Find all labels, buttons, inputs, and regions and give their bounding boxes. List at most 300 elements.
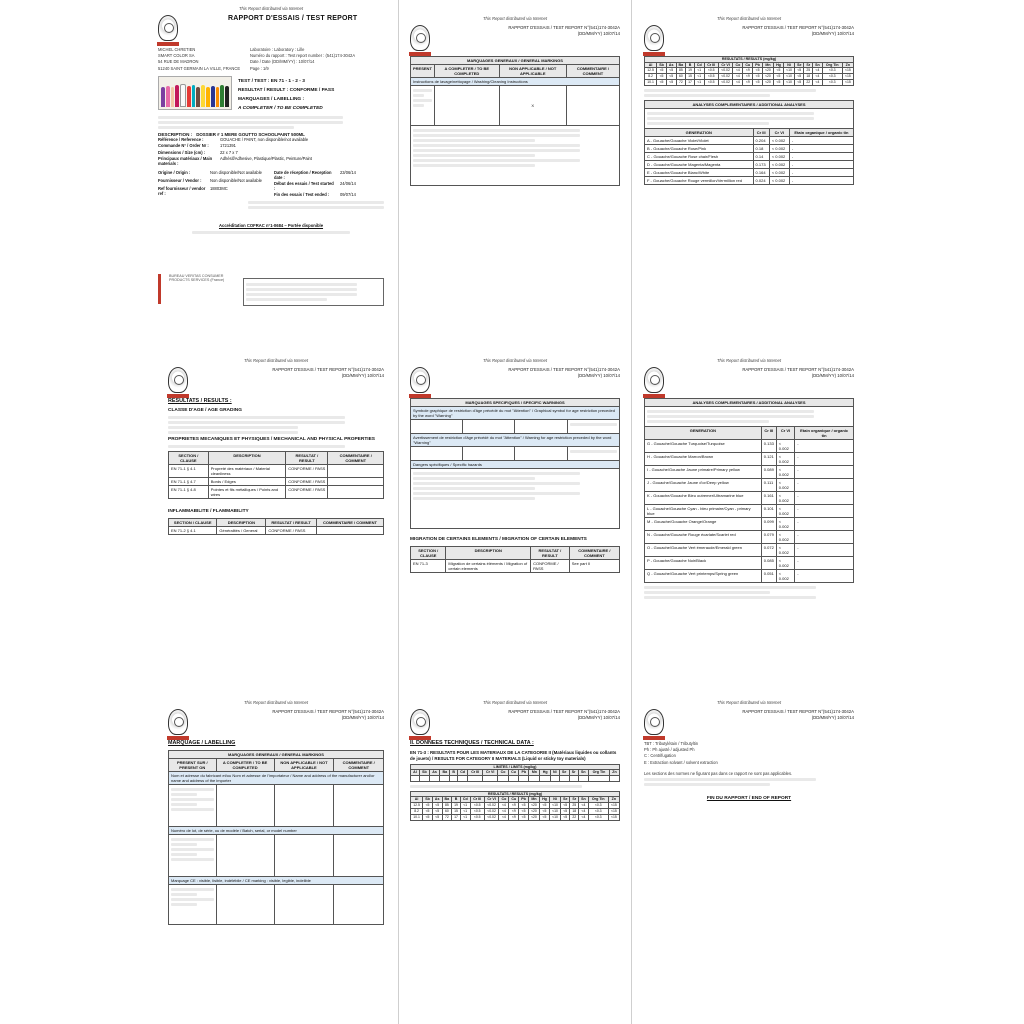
table-row: [645, 466, 854, 479]
page-5: This Report distributed via Internet RAPPORT D'ESSAIS / TEST REPORT N°(541)174-3042A (DD/MM/YY) 10/07/14 MARQUAGES SPECIFIQUES / SPECIFIC WARNINGS Symbole graphique de restriction d'âge précédé du mot "Attention" / Graphical symbol for age restriction preceded by the word "Warning" Avertissement de restriction d'âge précédé du mot "Attention" / Warning for age restriction preceded by the word "Warning" Dangers spécifiques / Specific hazards MIGRATION DE CERTAINS ELEMENTS / MIGRATION OF CERTAIN ELEMENTS SECTION / CLAUSE DESCRIPTION RESULTAT / RESULT COMMENTAIRE / COMMENT EN 71-3 Migration de certains éléments / Migration of certain elements CONFORME / PASS See part II: [402, 352, 628, 684]
result-cell: <10: [783, 80, 794, 86]
element-header: Hg: [774, 62, 784, 67]
result-cell: 22: [570, 814, 579, 820]
analysis-cell: < 0.002: [776, 544, 794, 557]
note-paragraph: Les sections des normes ne figurant pas dans ce rapport ne sont pas applicables.: [644, 770, 793, 776]
flammability-table: SECTION / CLAUSE DESCRIPTION RESULTAT / RESULT COMMENTAIRE / COMMENT EN 71-2 § 4.1 Généralités / General CONFORME / PASS: [168, 518, 384, 535]
result-cell: <4: [813, 68, 823, 74]
result-cell: <20: [762, 68, 773, 74]
result-cell: 8.2: [411, 808, 423, 814]
clause-cell: [328, 477, 384, 485]
result-cell: <0.3: [822, 68, 842, 74]
labelling-heading: MARQUAGE / LABELLING: [168, 740, 236, 747]
clause-cell: CONFORME / PASS: [286, 477, 328, 485]
result-cell: <5: [561, 802, 570, 808]
limit-cell: [609, 775, 619, 781]
element-header: Sr: [804, 62, 813, 67]
clause-cell: EN 71-1 § 4.1: [169, 464, 209, 477]
analysis-cell: -: [795, 518, 854, 531]
limit-cell: [508, 775, 518, 781]
analysis-cell: < 0.002: [769, 145, 789, 153]
result-cell: <20: [528, 808, 539, 814]
element-header: Hg: [540, 770, 550, 775]
page-3: This Report distributed via Internet RAPPORT D'ESSAIS / TEST REPORT N°(541)174-3042A (DD/MM/YY) 10/07/14 RESULTATS / RESULTS (mg/kg) Al Sb As Ba B Cd Cr III Cr VI Co Cu Pb Mn Hg Ni Se Sr Sn Org Tin Zn 12.5 <5 <5 85 19 <1 <0.5 <0.02 <4 <9 <5 <20 <5 <10 <5 25 <4 <0.3 <15 8.2 <5 <5 60 15 <1 <0.5 <0.02 <4 <9 <5 <20 <5 <10 <5 18 <4 <0.3 <15 10.1 <5 <5 72 17 <1 <0.5 <0.02 <4 <9 <5 <20 <5 <10 <5 22 <4 <0.3 <15 ANALYSES COMPLEMENTAIRES / ADDITIONAL ANALYSES GENERATION Cr III Cr VI Etain organique / organic tin A - Gouache/Gouache Violet/Violet 0.204 < 0.002 - B - Gouache/Gouache Rose/Pink 0.18 < 0.002 - C - Gouache/Gouache Rose chair/Flesh 0.14 < 0.002 - D - Gouache/Gouache Magenta/Magenta 0.173 < 0.002 - E - Gouache/Gouache Blanc/White 0.164 < 0.002 - F - Gouache/Gouache Rouge vermillon/Vermillion red 0.024 < 0.002 -: [636, 10, 862, 342]
analysis-cell: < 0.002: [776, 492, 794, 505]
result-cell: 12.5: [411, 802, 423, 808]
analysis-cell: < 0.002: [776, 453, 794, 466]
table-row: [645, 453, 854, 466]
analysis-cell: < 0.002: [769, 177, 789, 185]
result-cell: 25: [804, 68, 813, 74]
limit-cell: [569, 775, 578, 781]
result-cell: <4: [733, 68, 743, 74]
result-cell: <5: [753, 74, 763, 80]
element-header: Cr III: [468, 770, 483, 775]
analysis-cell: E - Gouache/Gouache Blanc/White: [645, 169, 754, 177]
accreditation: Accréditation COFRAC n°1-0684 – Portée disponible: [218, 223, 324, 229]
element-header: Cr VI: [718, 62, 733, 67]
table-row: [645, 153, 854, 161]
limit-cell: [430, 775, 440, 781]
origin-fields: Origine / Origin : Non disponible/Not available Fournisseur / Vendor : Non disponible/Not available Ref fournisseur / vendor ref : 18803MC: [158, 169, 262, 196]
analysis-cell: -: [789, 177, 853, 185]
page-6: This Report distributed via Internet RAPPORT D'ESSAIS / TEST REPORT N°(541)174-3042A (DD/MM/YY) 10/07/14 ANALYSES COMPLEMENTAIRES / ADDITIONAL ANALYSES GENERATION Cr III Cr VI Etain organique / organic tin G - Gouache/Gouache Turquoise/Turquoise 0.133 < 0.002 - H - Gouache/Gouache Marron/Brown 0.121 < 0.002 - I - Gouache/Gouache Jaune primaire/Primary yellow 0.089 < 0.002 - J - Gouache/Gouache Jaune d'or/Deep yellow 0.111 < 0.002 - K - Gouache/Gouache Bleu outremer/Ultramarine blue 0.161 < 0.002 - L - Gouache/Gouache Cyan - bleu primaire/Cyan - primary blue 0.101 < 0.002 - M - Gouache/Gouache Orange/Orange 0.099 < 0.002 - N - Gouache/Gouache Rouge écarlate/Scarlet red 0.079 < 0.002 - O - Gouache/Gouache Vert émeraude/Emerald green 0.072 < 0.002 - P - Gouache/Gouache Noir/Black 0.085 < 0.002 - Q - Gouache/Gouache Vert printemps/Spring green 0.051 < 0.002 -: [636, 352, 862, 684]
limit-cell: [457, 775, 467, 781]
element-header: Sb: [423, 797, 433, 802]
analysis-cell: 0.099: [761, 518, 776, 531]
analysis-cell: M - Gouache/Gouache Orange/Orange: [645, 518, 762, 531]
result-cell: <5: [774, 80, 784, 86]
lab-info: Laboratoire : Laboratory : Lille Numéro du rapport : Test report number : (541)174-3042A Date / Date (DD/MM/YY) : 10/07/14 Page : 1/9: [250, 47, 356, 71]
results-table: RESULTATS / RESULTS (mg/kg) Al Sb As Ba B Cd Cr III Cr VI Co Cu Pb Mn Hg Ni Se Sr Sn Org Tin Zn 12.5 <5 <5 85 19 <1 <0.5 <0.02 <4 <9 <5 <20 <5 <10 <5 25 <4 <0.3 <15 8.2 <5 <5 60 15 <1 <0.5 <0.02 <4 <9 <5 <20 <5 <10 <5 18 <4 <0.3 <15 10.1 <5 <5 72 17 <1 <0.5 <0.02 <4 <9 <5 <20 <5 <10 <5 22 <4 <0.3 <15: [644, 56, 854, 86]
result-cell: <0.5: [704, 80, 718, 86]
page-divider: [398, 0, 399, 1024]
analysis-cell: -: [795, 557, 854, 570]
table-row: [169, 464, 384, 477]
analysis-cell: -: [795, 440, 854, 453]
element-header: B: [450, 770, 458, 775]
additional-analyses-table: ANALYSES COMPLEMENTAIRES / ADDITIONAL ANALYSES GENERATION Cr III Cr VI Etain organique / organic tin A - Gouache/Gouache Violet/Violet 0.204 < 0.002 - B - Gouache/Gouache Rose/Pink 0.18 < 0.002 - C - Gouache/Gouache Rose chair/Flesh 0.14 < 0.002 - D - Gouache/Gouache Magenta/Magenta 0.173 < 0.002 - E - Gouache/Gouache Blanc/White 0.164 < 0.002 - F - Gouache/Gouache Rouge vermillon/Vermillion red 0.024 < 0.002 -: [644, 100, 854, 185]
table-row: [645, 479, 854, 492]
result-cell: <9: [509, 814, 519, 820]
description-value: DOSSIER # 1 MERE GOUTTO SCHOOLPAINT 500ML: [196, 131, 305, 137]
analysis-cell: < 0.002: [776, 505, 794, 518]
element-header: Al: [411, 770, 420, 775]
result-cell: <0.02: [484, 802, 499, 808]
result-cell: <9: [743, 74, 753, 80]
limit-cell: [519, 775, 529, 781]
element-header: Se: [561, 797, 570, 802]
limit-cell: [411, 775, 420, 781]
analysis-cell: 0.18: [753, 145, 769, 153]
element-header: Pb: [519, 797, 529, 802]
result-cell: <20: [762, 74, 773, 80]
description-label: DESCRIPTION :: [158, 131, 193, 137]
element-header: Cr VI: [483, 770, 498, 775]
limit-cell: [483, 775, 498, 781]
table-row: [645, 492, 854, 505]
analysis-cell: 0.051: [761, 570, 776, 583]
result-cell: <15: [608, 808, 619, 814]
result-cell: 19: [686, 68, 695, 74]
analysis-cell: 0.024: [753, 177, 769, 185]
result-cell: <10: [549, 814, 560, 820]
analysis-cell: -: [795, 570, 854, 583]
migration-heading: MIGRATION DE CERTAINS ELEMENTS / MIGRATION OF CERTAIN ELEMENTS: [410, 537, 587, 543]
result-cell: <15: [842, 80, 853, 86]
analysis-cell: 0.121: [761, 453, 776, 466]
clause-cell: CONFORME / PASS: [286, 464, 328, 477]
migration-table: SECTION / CLAUSE DESCRIPTION RESULTAT / RESULT COMMENTAIRE / COMMENT EN 71-3 Migration de certains éléments / Migration of certain elements CONFORME / PASS See part II: [410, 546, 620, 573]
limit-cell: [529, 775, 540, 781]
result-cell: <4: [579, 808, 589, 814]
result-cell: <1: [460, 802, 470, 808]
result-cell: <5: [795, 74, 804, 80]
table-row: [645, 505, 854, 518]
element-header: As: [432, 797, 442, 802]
element-header: Se: [795, 62, 804, 67]
result-cell: <1: [460, 814, 470, 820]
element-header: Org Tin: [588, 770, 609, 775]
result-cell: <0.5: [704, 74, 718, 80]
element-header: Cd: [460, 797, 470, 802]
table-row: [645, 169, 854, 177]
result-cell: <4: [579, 802, 589, 808]
result-cell: <0.5: [470, 802, 484, 808]
limit-cell: [450, 775, 458, 781]
result-cell: <4: [813, 74, 823, 80]
analysis-cell: 0.161: [761, 492, 776, 505]
result-cell: <5: [561, 814, 570, 820]
result-cell: <4: [499, 802, 509, 808]
element-header: Sr: [570, 797, 579, 802]
element-header: Cu: [743, 62, 753, 67]
result-cell: <4: [733, 80, 743, 86]
analysis-cell: -: [789, 137, 853, 145]
result-cell: <1: [460, 808, 470, 814]
element-header: Ba: [676, 62, 686, 67]
result-cell: 60: [442, 808, 452, 814]
result-cell: <9: [743, 80, 753, 86]
result-cell: <5: [432, 814, 442, 820]
technical-data-heading: II. DONNEES TECHNIQUES / TECHNICAL DATA :: [410, 740, 534, 747]
limit-cell: [588, 775, 609, 781]
result-cell: 85: [442, 802, 452, 808]
element-header: Sn: [579, 797, 589, 802]
analysis-cell: 0.089: [761, 466, 776, 479]
flammability-heading: INFLAMMABILITE / FLAMMABILITY: [168, 508, 249, 514]
analysis-cell: < 0.002: [776, 557, 794, 570]
table-row: [645, 557, 854, 570]
element-header: Sn: [578, 770, 588, 775]
analysis-cell: < 0.002: [776, 466, 794, 479]
result-cell: <5: [519, 814, 529, 820]
analysis-cell: L - Gouache/Gouache Cyan - bleu primaire/Cyan - primary blue: [645, 505, 762, 518]
result-cell: <0.3: [588, 814, 608, 820]
table-row: [645, 161, 854, 169]
table-row: [169, 485, 384, 498]
analysis-cell: 0.072: [761, 544, 776, 557]
table-row: [169, 477, 384, 485]
element-header: Cd: [694, 62, 704, 67]
element-header: Al: [645, 62, 657, 67]
table-row: [645, 177, 854, 185]
result-cell: 17: [452, 814, 461, 820]
analysis-cell: D - Gouache/Gouache Magenta/Magenta: [645, 161, 754, 169]
bureau-veritas-logo: [168, 367, 188, 393]
page-7: This Report distributed via Internet RAPPORT D'ESSAIS / TEST REPORT N°(541)174-3042A (DD/MM/YY) 10/07/14 MARQUAGE / LABELLING MARQUAGES GENERAUX / GENERAL MARKINGS PRESENT SUR / PRESENT ON A COMPLETER / TO BE COMPLETED NON APPLICABLE / NOT APPLICABLE COMMENTAIRE / COMMENT Nom et adresse du fabricant et/ou Nom et adresse de l'importateur / Name and address of the manufacturer and/or name and address of the importer Numéro de lot, de série, ou de modèle / Batch, serial, or model number Marquage CE : visible, lisible, indélébile / CE marking : visible, legible, indelible: [160, 694, 392, 1024]
element-header: B: [686, 62, 695, 67]
end-of-report: FIN DU RAPPORT / END OF REPORT: [706, 795, 792, 801]
analysis-cell: 0.111: [761, 479, 776, 492]
bureau-veritas-logo: [644, 25, 664, 51]
result-cell: <0.3: [588, 802, 608, 808]
result-cell: <20: [762, 80, 773, 86]
analysis-cell: -: [795, 531, 854, 544]
analysis-cell: G - Gouache/Gouache Turquoise/Turquoise: [645, 440, 762, 453]
result-cell: <5: [540, 808, 550, 814]
result-cell: <1: [694, 68, 704, 74]
element-header: Mn: [762, 62, 773, 67]
red-marker: [158, 274, 161, 304]
element-header: Sb: [657, 62, 667, 67]
result-cell: <0.02: [718, 68, 733, 74]
limit-cell: [440, 775, 450, 781]
element-header: Cu: [509, 797, 519, 802]
bureau-veritas-logo: [410, 367, 430, 393]
analysis-cell: O - Gouache/Gouache Vert émeraude/Emerald green: [645, 544, 762, 557]
marking-line: MARQUAGES / LABELLING :: [238, 96, 305, 102]
result-cell: <5: [774, 68, 784, 74]
footer-company: BUREAU VERITAS CONSUMER PRODUCTS SERVICES (France): [169, 273, 225, 283]
result-cell: <0.3: [588, 808, 608, 814]
element-header: Co: [733, 62, 743, 67]
analysis-cell: I - Gouache/Gouache Jaune primaire/Primary yellow: [645, 466, 762, 479]
element-header: Pb: [519, 770, 529, 775]
analysis-cell: N - Gouache/Gouache Rouge écarlate/Scarlet red: [645, 531, 762, 544]
element-header: Sb: [419, 770, 429, 775]
table-row: [645, 137, 854, 145]
result-cell: <5: [657, 68, 667, 74]
element-header: Cr III: [470, 797, 484, 802]
element-header: Sr: [569, 770, 578, 775]
result-cell: <5: [666, 80, 676, 86]
result-cell: <5: [753, 80, 763, 86]
analysis-cell: < 0.002: [776, 531, 794, 544]
result-cell: <4: [499, 808, 509, 814]
result-cell: <5: [519, 808, 529, 814]
element-header: Cr III: [704, 62, 718, 67]
table-row: [645, 570, 854, 583]
analysis-cell: -: [795, 505, 854, 518]
result-cell: <15: [842, 68, 853, 74]
limit-cell: [578, 775, 588, 781]
result-cell: <5: [666, 74, 676, 80]
result-cell: <20: [528, 802, 539, 808]
result-cell: <0.5: [470, 808, 484, 814]
table-row: [645, 440, 854, 453]
element-header: Ni: [550, 770, 559, 775]
category-heading: EN 71-3 : RESULTATS POUR LES MATERIAUX DE LA CATEGORIE II (Matériaux liquides ou collants de jouets) / RESULTS FOR CATEGORY II MATERIALS (Liquid or sticky toy materials): [410, 750, 617, 761]
result-cell: 17: [686, 80, 695, 86]
result-cell: 18: [804, 74, 813, 80]
page-9: This Report distributed via Internet RAPPORT D'ESSAIS / TEST REPORT N°(541)174-3042A (DD/MM/YY) 10/07/14 TBT : Tributylétain / Tributyltin Ph : Ph ajusté / adjusted Ph C : Centrifugation E : Extraction solvant / solvent extraction Les sections des normes ne figurant pas dans ce rapport ne sont pas applicables. FIN DU RAPPORT / END OF REPORT: [636, 694, 862, 1024]
analysis-cell: P - Gouache/Gouache Noir/Black: [645, 557, 762, 570]
result-cell: <10: [783, 68, 794, 74]
analysis-cell: A - Gouache/Gouache Violet/Violet: [645, 137, 754, 145]
result-cell: <4: [499, 814, 509, 820]
result-cell: <5: [657, 74, 667, 80]
analysis-cell: 0.173: [753, 161, 769, 169]
result-cell: 22: [804, 80, 813, 86]
analysis-cell: < 0.002: [776, 440, 794, 453]
analysis-cell: < 0.002: [769, 137, 789, 145]
element-header: B: [452, 797, 461, 802]
analysis-cell: 0.164: [753, 169, 769, 177]
table-row: [645, 80, 854, 86]
table-row: [645, 544, 854, 557]
analysis-cell: H - Gouache/Gouache Marron/Brown: [645, 453, 762, 466]
analysis-cell: < 0.002: [769, 161, 789, 169]
element-header: Hg: [540, 797, 550, 802]
limits-table: LIMITES / LIMITS (mg/kg) Al Sb As Ba B Cd Cr III Cr VI Co Cu Pb Mn Hg Ni Se Sr Sn Org Tin Zn: [410, 764, 620, 782]
limit-cell: [540, 775, 550, 781]
result-cell: <5: [423, 802, 433, 808]
result-cell: <0.3: [822, 74, 842, 80]
analysis-cell: 0.085: [761, 557, 776, 570]
bureau-veritas-logo: [168, 709, 188, 735]
result-cell: <0.02: [718, 74, 733, 80]
table-row: [411, 814, 620, 820]
analysis-cell: < 0.002: [769, 153, 789, 161]
limit-cell: [419, 775, 429, 781]
result-line: RESULTAT / RESULT : CONFORME / PASS: [238, 87, 335, 93]
result-cell: <5: [561, 808, 570, 814]
result-cell: <5: [423, 808, 433, 814]
element-header: Pb: [753, 62, 763, 67]
element-header: Co: [498, 770, 508, 775]
analysis-cell: J - Gouache/Gouache Jaune d'or/Deep yellow: [645, 479, 762, 492]
result-cell: <1: [694, 74, 704, 80]
result-cell: <5: [540, 814, 550, 820]
element-header: Org Tin: [822, 62, 842, 67]
element-header: Ba: [440, 770, 450, 775]
page-title: RAPPORT D'ESSAIS / TEST REPORT: [228, 15, 358, 23]
analysis-cell: -: [789, 161, 853, 169]
result-cell: 60: [676, 74, 686, 80]
analysis-cell: -: [789, 153, 853, 161]
bureau-veritas-logo: [644, 709, 664, 735]
results-heading: RESULTATS / RESULTS :: [168, 398, 232, 405]
clause-cell: EN 71-1 § 4.7: [169, 477, 209, 485]
element-header: Ba: [442, 797, 452, 802]
element-header: As: [666, 62, 676, 67]
limit-cell: [559, 775, 569, 781]
result-cell: <0.02: [484, 814, 499, 820]
notes: TBT : Tributylétain / Tributyltin Ph : Ph ajusté / adjusted Ph C : Centrifugation E : Extraction solvant / solvent extraction: [644, 741, 718, 765]
result-cell: 10.1: [411, 814, 423, 820]
result-cell: 15: [452, 808, 461, 814]
result-cell: <0.02: [718, 80, 733, 86]
result-cell: 25: [570, 802, 579, 808]
analysis-cell: -: [795, 453, 854, 466]
result-cell: <4: [813, 80, 823, 86]
result-cell: <10: [783, 74, 794, 80]
limit-cell: [468, 775, 483, 781]
result-cell: 85: [676, 68, 686, 74]
labelling-table: MARQUAGES GENERAUX / GENERAL MARKINGS PRESENT SUR / PRESENT ON A COMPLETER / TO BE COMPLETED NON APPLICABLE / NOT APPLICABLE COMMENTAIRE / COMMENT Nom et adresse du fabricant et/ou Nom et adresse de l'importateur / Name and address of the manufacturer and/or name and address of the importer Numéro de lot, de série, ou de modèle / Batch, serial, or model number Marquage CE : visible, lisible, indélébile / CE marking : visible, legible, indelible: [168, 750, 384, 925]
page-divider: [631, 0, 632, 1024]
result-cell: 19: [452, 802, 461, 808]
page-8: This Report distributed via Internet RAPPORT D'ESSAIS / TEST REPORT N°(541)174-3042A (DD/MM/YY) 10/07/14 II. DONNEES TECHNIQUES / TECHNICAL DATA : EN 71-3 : RESULTATS POUR LES MATERIAUX DE LA CATEGORIE II (Matériaux liquides ou collants de jouets) / RESULTS FOR CATEGORY II MATERIALS (Liquid or sticky toy materials) LIMITES / LIMITS (mg/kg) Al Sb As Ba B Cd Cr III Cr VI Co Cu Pb Mn Hg Ni Se Sr Sn Org Tin Zn RESULTATS / RESULTS (mg/kg) Al Sb As Ba B Cd Cr III Cr VI Co Cu Pb Mn Hg Ni Se Sr Sn Org Tin Zn 12.5 <5 <5 85 19 <1 <0.5 <0.02 <4 <9 <5 <20 <5 <10 <5 25 <4 <0.3 <15 8.2 <5 <5 60 15 <1 <0.5 <0.02 <4 <9 <5 <20 <5 <10 <5 18 <4 <0.3 <15 10.1 <5 <5 72 17 <1 <0.5 <0.02 <4 <9 <5 <20 <5 <10 <5 22 <4 <0.3 <15: [402, 694, 628, 1024]
table-row: [645, 518, 854, 531]
element-header: Org Tin: [588, 797, 608, 802]
result-cell: <9: [509, 808, 519, 814]
result-cell: <15: [608, 814, 619, 820]
analysis-cell: < 0.002: [776, 570, 794, 583]
result-cell: <5: [795, 80, 804, 86]
result-cell: <4: [733, 74, 743, 80]
bureau-veritas-logo: [410, 709, 430, 735]
clause-cell: Bords / Edges: [208, 477, 286, 485]
result-cell: <0.5: [704, 68, 718, 74]
result-cell: <1: [694, 80, 704, 86]
element-header: Al: [411, 797, 423, 802]
analysis-cell: -: [789, 169, 853, 177]
result-cell: <5: [540, 802, 550, 808]
result-cell: <5: [657, 80, 667, 86]
element-header: Ni: [783, 62, 794, 67]
element-header: Mn: [529, 770, 540, 775]
result-cell: <5: [666, 68, 676, 74]
element-header: Cu: [508, 770, 518, 775]
analysis-cell: F - Gouache/Gouache Rouge vermillon/Vermillion red: [645, 177, 754, 185]
general-markings-table: MARQUAGES GENERAUX / GENERAL MARKINGS PRESENT A COMPLETER / TO BE COMPLETED NON APPLICABLE / NOT APPLICABLE COMMENTAIRE / COMMENT Instructions de lavage/nettoyage / Washing/Cleaning Instructions X: [410, 56, 620, 186]
element-header: Sn: [813, 62, 823, 67]
analysis-cell: -: [789, 145, 853, 153]
page-1: [150, 0, 392, 342]
result-cell: <9: [509, 802, 519, 808]
marking-sub: A COMPLETER / TO BE COMPLETED: [238, 105, 323, 111]
product-fields: Référence / Reference : GOUACHE / PAINT, non disponible/not available Commande N° / Order Nr : 1721391 Dimensions / Size (cm) : 22 x 7 x 7 Principaux matériaux / Main materials : Adhésif/Adhesive, Plastique/Plastic, Peinture/Paint: [158, 137, 312, 166]
result-cell: 10.1: [645, 80, 657, 86]
page-2: This Report distributed via Internet RAPPORT D'ESSAIS / TEST REPORT N°(541)174-3042A (DD/MM/YY) 10/07/14 MARQUAGES GENERAUX / GENERAL MARKINGS PRESENT A COMPLETER / TO BE COMPLETED NON APPLICABLE / NOT APPLICABLE COMMENTAIRE / COMMENT Instructions de lavage/nettoyage / Washing/Cleaning Instructions X: [402, 10, 628, 342]
result-cell: <9: [743, 68, 753, 74]
element-header: Zn: [608, 797, 619, 802]
limit-cell: [498, 775, 508, 781]
clause-cell: [328, 464, 384, 477]
element-header: Zn: [842, 62, 853, 67]
analysis-cell: K - Gouache/Gouache Bleu outremer/Ultramarine blue: [645, 492, 762, 505]
result-cell: <20: [528, 814, 539, 820]
analysis-cell: B - Gouache/Gouache Rose/Pink: [645, 145, 754, 153]
page-4: This Report distributed via Internet RAPPORT D'ESSAIS / TEST REPORT N°(541)174-3042A (DD/MM/YY) 10/07/14 RESULTATS / RESULTS : CLASSE D'AGE / AGE GRADING PROPRIETES MECANIQUES ET PHYSIQUES / MECHANICAL AND PHYSICAL PROPERTIES SECTION / CLAUSE DESCRIPTION RESULTAT / RESULT COMMENTAIRE / COMMENT EN 71-1 § 4.1 Propreté des matériaux / Material cleanliness CONFORME / PASS EN 71-1 § 4.7 Bords / Edges CONFORME / PASS EN 71-1 § 4.8 Pointes et fils métalliques / Points and wires CONFORME / PASS INFLAMMABILITE / FLAMMABILITY SECTION / CLAUSE DESCRIPTION RESULTAT / RESULT COMMENTAIRE / COMMENT EN 71-2 § 4.1 Généralités / General CONFORME / PASS: [160, 352, 392, 684]
result-cell: <0.02: [484, 808, 499, 814]
analysis-cell: < 0.002: [776, 518, 794, 531]
result-cell: <0.5: [470, 814, 484, 820]
result-cell: <5: [432, 802, 442, 808]
limit-cell: [550, 775, 559, 781]
analysis-cell: 0.101: [761, 505, 776, 518]
element-header: Co: [499, 797, 509, 802]
top-note: This Report distributed via Internet: [238, 6, 303, 11]
mechanical-heading: PROPRIETES MECANIQUES ET PHYSIQUES / MECHANICAL AND PHYSICAL PROPERTIES: [168, 436, 376, 442]
element-header: As: [430, 770, 440, 775]
product-photo: [158, 76, 232, 110]
result-cell: <5: [423, 814, 433, 820]
result-cell: <0.3: [822, 80, 842, 86]
date-fields: Date de réception / Reception date : 23/06/14 Début des essais / Test started : 24/06/14 Fin des essais / Test ended : 09/07/14: [274, 169, 356, 198]
